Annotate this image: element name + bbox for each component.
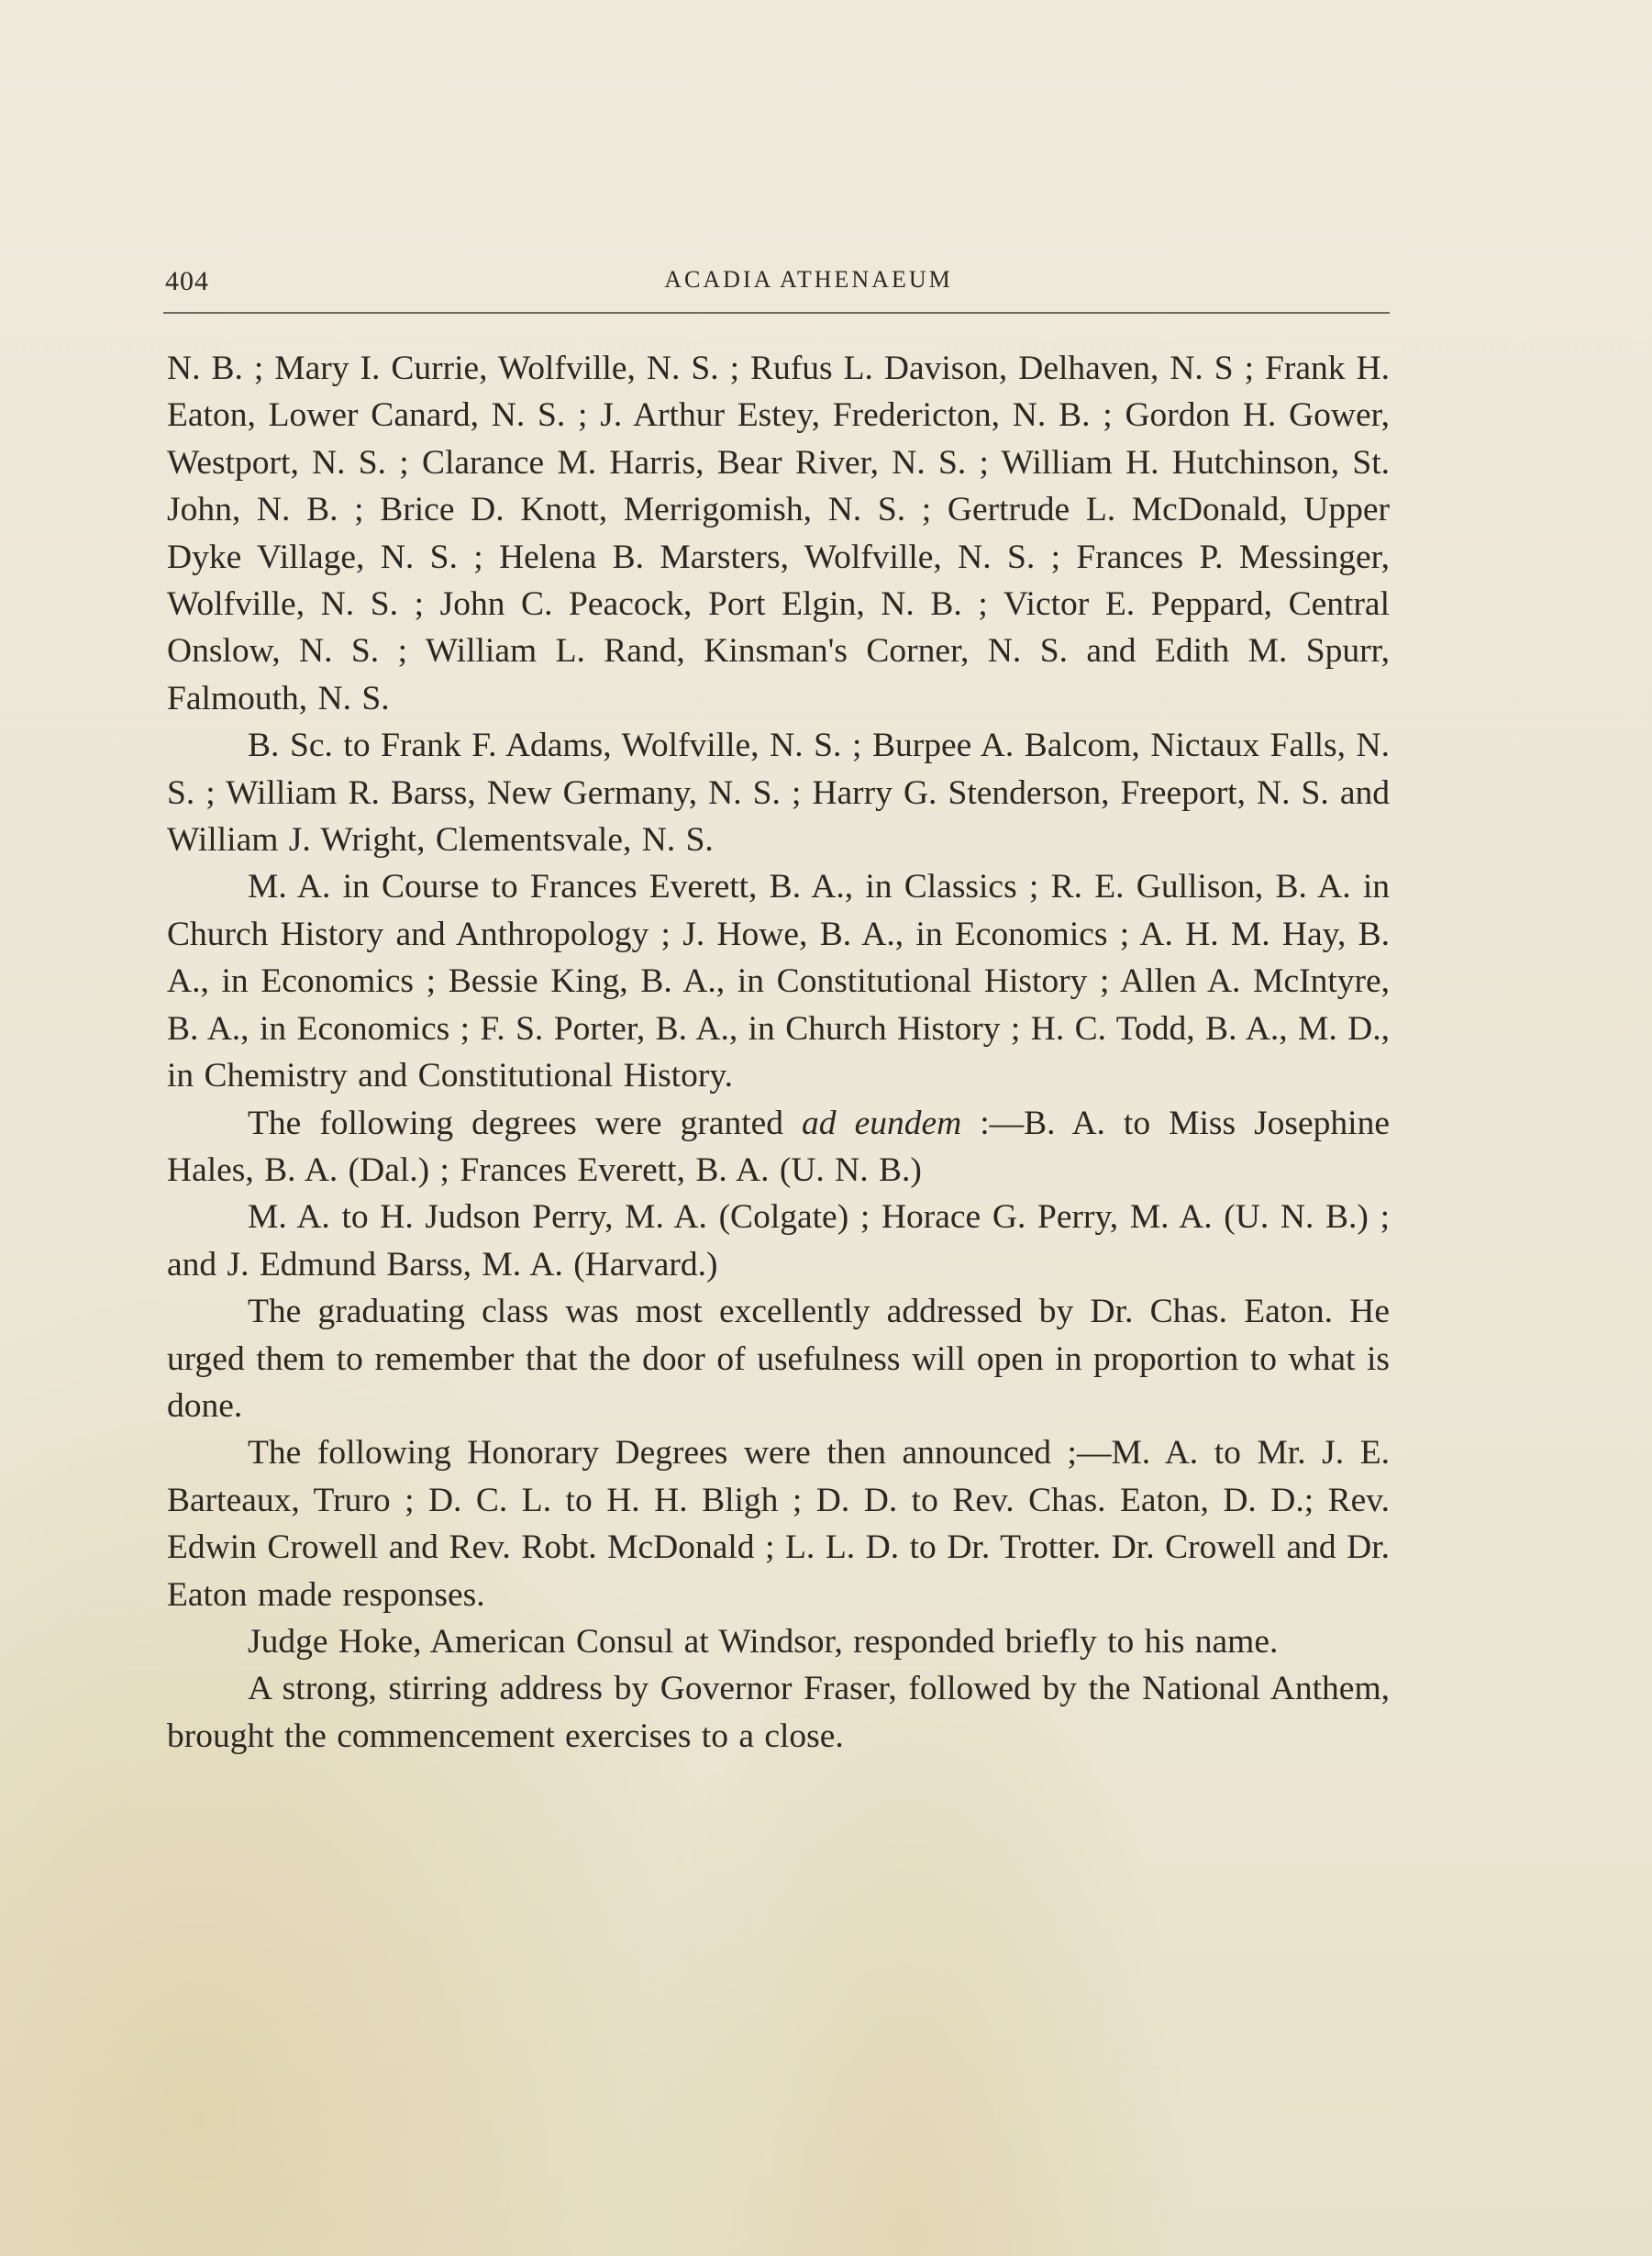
running-head: ACADIA ATHENAEUM <box>664 266 953 293</box>
ad-eundem-recipients: :—B. A. to Miss Josephine Hales, B. A. (Dal.) ; Frances Everett, B. A. (U. N. B.) <box>167 1104 1390 1189</box>
paragraph-graduating-address: The graduating class was most excellently addressed by Dr. Chas. Eaton. He urged them to remember that the door of usefulness will open in proportion to what is done. <box>167 1293 1390 1425</box>
paragraph-closing-address: A strong, stirring address by Governor Fraser, followed by the National Anthem, brought the commencement exercises to a close. <box>167 1670 1390 1755</box>
paragraph-ma-in-course: M. A. in Course to Frances Everett, B. A., in Classics ; R. E. Gullison, B. A. in Church History and Anthropology ; J. Howe, B. A., in Economics ; A. H. M. Hay, B. A., in Economics ; Bessie King, B. A., in Constitutional History ; Allen A. McIntyre, B. A., in Economics ; F. S. Porter, B. A., in Church History ; H. C. Todd, B. A., M. D., in Chemistry and Constitutional History. <box>167 868 1390 1095</box>
paragraph-ba-list-continued: N. B. ; Mary I. Currie, Wolfville, N. S. ; Rufus L. Davison, Delhaven, N. S ; Frank H. Eaton, Lower Canard, N. S. ; J. Arthur Estey, Fredericton, N. B. ; Gordon H. Gower, Westport, N. S. ; Clarance M. Harris, Bear River, N. S. ; William H. Hutchinson, St. John, N. B. ; Brice D. Knott, Merrigomish, N. S. ; Gertrude L. McDonald, Upper Dyke Village, N. S. ; Helena B. Marsters, Wolfville, N. S. ; Frances P. Messinger, Wolfville, N. S. ; John C. Peacock, Port Elgin, N. B. ; Victor E. Peppard, Central Onslow, N. S. ; William L. Rand, Kinsman's Corner, N. S. and Edith M. Spurr, Falmouth, N. S. <box>167 350 1390 717</box>
paragraph-bsc-degrees: B. Sc. to Frank F. Adams, Wolfville, N. S. ; Burpee A. Balcom, Nictaux Falls, N. S. ; William R. Barss, New Germany, N. S. ; Harry G. Stenderson, Freeport, N. S. and William J. Wright, Clementsvale, N. S. <box>167 727 1390 860</box>
ad-eundem-term: ad eundem <box>802 1104 962 1142</box>
page-number: 404 <box>165 266 209 296</box>
paragraph-judge-hoke: Judge Hoke, American Consul at Windsor, responded briefly to his name. <box>248 1622 1279 1661</box>
ad-eundem-intro: The following degrees were granted <box>248 1104 803 1142</box>
paragraph-ma-ad-eundem: M. A. to H. Judson Perry, M. A. (Colgate) ; Horace G. Perry, M. A. (U. N. B.) ; and J. Edmund Barss, M. A. (Harvard.) <box>167 1198 1390 1284</box>
paragraph-ad-eundem <box>167 1100 1390 1195</box>
paragraph-honorary-degrees: The following Honorary Degrees were then announced ;—M. A. to Mr. J. E. Barteaux, Truro ; D. C. L. to H. H. Bligh ; D. D. to Rev. Chas. Eaton, D. D.; Rev. Edwin Crowell and Rev. Robt. McDonald ; L. L. D. to Dr. Trotter. Dr. Crowell and Dr. Eaton made responses. <box>167 1434 1390 1614</box>
page-header <box>163 259 1390 314</box>
article-body <box>167 345 1390 1760</box>
